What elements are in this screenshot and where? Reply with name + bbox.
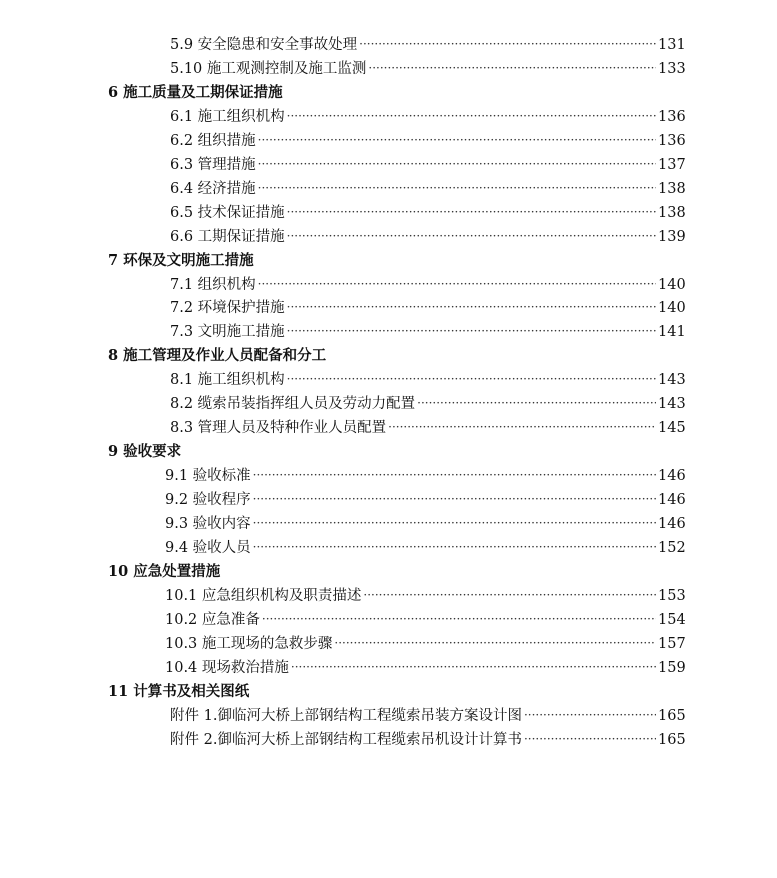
toc-page-number: 139 [658, 229, 686, 245]
toc-page-number: 146 [658, 492, 686, 508]
toc-heading [108, 561, 684, 583]
toc-entry[interactable] [165, 585, 684, 607]
toc-page-number: 146 [658, 468, 686, 484]
toc-leader-dots [258, 154, 656, 176]
toc-label: 7.2 环境保护措施 [170, 300, 285, 316]
toc-label: 7.3 文明施工措施 [170, 324, 285, 340]
toc-label: 9.4 验收人员 [165, 540, 251, 556]
toc-leader-dots [258, 178, 656, 200]
toc-leader-dots [262, 609, 656, 631]
toc-page-number: 137 [658, 157, 686, 173]
toc-heading [108, 250, 684, 272]
toc-page-number: 152 [658, 540, 686, 556]
toc-page-number: 146 [658, 516, 686, 532]
toc-entry[interactable] [165, 489, 684, 511]
toc-page-number: 159 [658, 660, 686, 676]
toc-leader-dots [287, 369, 656, 391]
toc-heading [108, 345, 684, 367]
toc-label: 11 计算书及相关图纸 [108, 683, 250, 700]
toc-label: 8.3 管理人员及特种作业人员配置 [170, 420, 387, 436]
toc-label: 7 环保及文明施工措施 [108, 252, 254, 269]
toc-leader-dots [388, 417, 656, 439]
toc-leader-dots [291, 657, 656, 679]
toc-leader-dots [258, 274, 656, 296]
toc-label: 9.2 验收程序 [165, 492, 251, 508]
toc-leader-dots [258, 130, 656, 152]
toc-heading [108, 441, 684, 463]
toc-label: 9 验收要求 [108, 443, 182, 460]
toc-leader-dots [287, 321, 656, 343]
toc-leader-dots [253, 489, 656, 511]
toc-leader-dots [368, 58, 656, 80]
toc-label: 10.3 施工现场的急救步骤 [165, 636, 333, 652]
toc-leader-dots [359, 34, 656, 56]
toc-label: 8 施工管理及作业人员配备和分工 [108, 347, 327, 364]
toc-entry[interactable] [165, 465, 684, 487]
toc-label: 10.1 应急组织机构及职责描述 [165, 588, 362, 604]
toc-entry[interactable] [170, 58, 684, 80]
toc-entry[interactable] [170, 130, 684, 152]
toc-label: 附件 1.御临河大桥上部钢结构工程缆索吊装方案设计图 [170, 708, 522, 724]
toc-entry[interactable] [170, 369, 684, 391]
toc-leader-dots [524, 729, 656, 751]
toc-leader-dots [524, 705, 656, 727]
toc-entry[interactable] [170, 274, 684, 296]
toc-leader-dots [363, 585, 656, 607]
toc-label: 6.6 工期保证措施 [170, 229, 285, 245]
toc-label: 5.10 施工观测控制及施工监测 [170, 61, 367, 77]
toc-label: 10.2 应急准备 [165, 612, 260, 628]
toc-label: 7.1 组织机构 [170, 277, 256, 293]
toc-entry[interactable] [170, 202, 684, 224]
toc-page-number: 157 [658, 636, 686, 652]
toc-label: 9.3 验收内容 [165, 516, 251, 532]
toc-entry[interactable] [170, 705, 684, 727]
toc-label: 6.2 组织措施 [170, 133, 256, 149]
toc-label: 6.5 技术保证措施 [170, 205, 285, 221]
toc-entry[interactable] [170, 297, 684, 319]
toc-leader-dots [253, 537, 656, 559]
toc-entry[interactable] [170, 729, 684, 751]
toc-label: 10 应急处置措施 [108, 563, 221, 580]
toc-heading [108, 681, 684, 703]
toc-page-number: 165 [658, 732, 686, 748]
toc-page-number: 154 [658, 612, 686, 628]
toc-entry[interactable] [170, 226, 684, 248]
toc-label: 6 施工质量及工期保证措施 [108, 84, 283, 101]
toc-page-number: 131 [658, 37, 686, 53]
toc-page-number: 140 [658, 300, 686, 316]
toc-entry[interactable] [165, 513, 684, 535]
toc-label: 5.9 安全隐患和安全事故处理 [170, 37, 358, 53]
toc-entry[interactable] [170, 321, 684, 343]
toc-label: 6.3 管理措施 [170, 157, 256, 173]
toc-page-number: 136 [658, 109, 686, 125]
toc-entry[interactable] [170, 154, 684, 176]
toc-leader-dots [334, 633, 656, 655]
toc-page-number: 165 [658, 708, 686, 724]
toc-page-number: 138 [658, 181, 686, 197]
toc-entry[interactable] [170, 178, 684, 200]
toc-label: 10.4 现场救治措施 [165, 660, 289, 676]
toc-label: 附件 2.御临河大桥上部钢结构工程缆索吊机设计计算书 [170, 732, 522, 748]
toc-heading [108, 82, 684, 104]
toc-page-number: 141 [658, 324, 686, 340]
toc-page-number: 145 [658, 420, 686, 436]
toc-entry[interactable] [165, 657, 684, 679]
toc-label: 6.1 施工组织机构 [170, 109, 285, 125]
toc-leader-dots [253, 513, 656, 535]
toc-page-number: 143 [658, 372, 686, 388]
toc-label: 6.4 经济措施 [170, 181, 256, 197]
toc-entry[interactable] [170, 393, 684, 415]
toc-label: 9.1 验收标准 [165, 468, 251, 484]
toc-label: 8.2 缆索吊装指挥组人员及劳动力配置 [170, 396, 416, 412]
toc-leader-dots [287, 106, 656, 128]
toc-entry[interactable] [165, 537, 684, 559]
toc-page-number: 136 [658, 133, 686, 149]
toc-entry[interactable] [170, 106, 684, 128]
toc-entry[interactable] [170, 34, 684, 56]
toc-label: 8.1 施工组织机构 [170, 372, 285, 388]
toc-leader-dots [253, 465, 656, 487]
toc-leader-dots [287, 226, 656, 248]
toc-page-number: 140 [658, 277, 686, 293]
toc-page-number: 153 [658, 588, 686, 604]
toc-page-number: 133 [658, 61, 686, 77]
toc-entry[interactable] [165, 609, 684, 631]
toc-page-number: 143 [658, 396, 686, 412]
toc-entry[interactable] [165, 633, 684, 655]
toc-leader-dots [287, 297, 656, 319]
toc-leader-dots [287, 202, 656, 224]
toc-entry[interactable] [170, 417, 684, 439]
toc-leader-dots [417, 393, 656, 415]
toc-page-number: 138 [658, 205, 686, 221]
